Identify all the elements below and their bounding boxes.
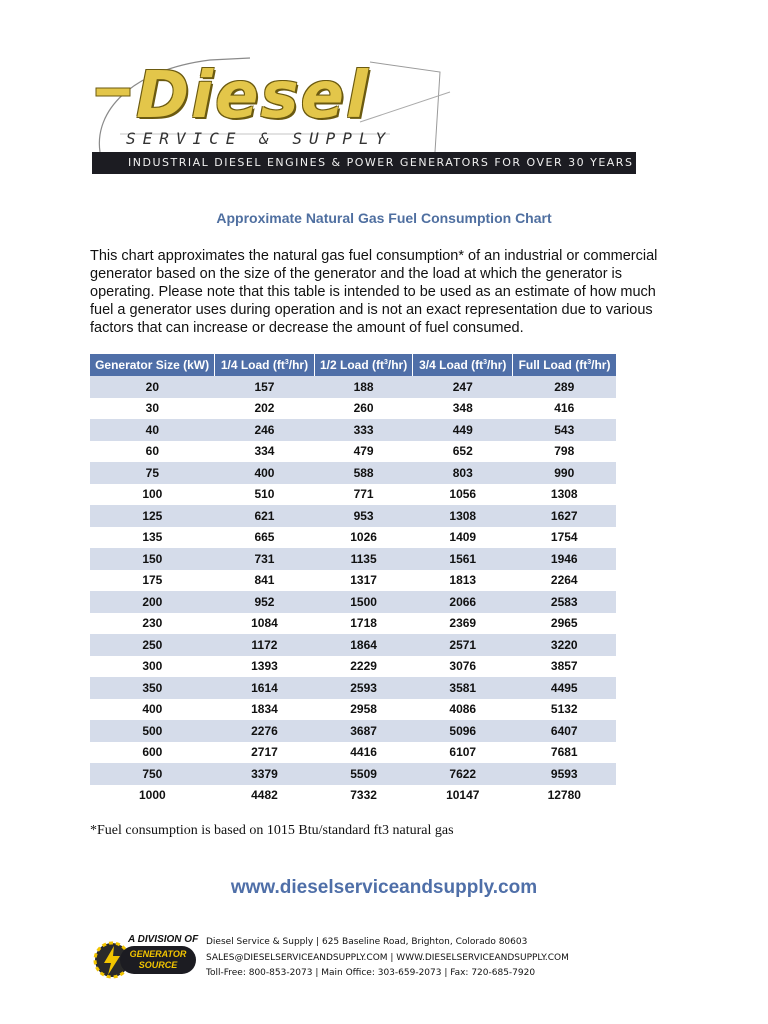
table-cell: 3581 <box>413 677 513 699</box>
table-cell: 2571 <box>413 634 513 656</box>
table-cell: 175 <box>90 570 215 592</box>
table-cell: 2066 <box>413 591 513 613</box>
table-cell: 12780 <box>513 785 616 807</box>
table-cell: 333 <box>314 419 413 441</box>
email-web-line: SALES@DIESELSERVICEANDSUPPLY.COM | WWW.DIESELSERVICEANDSUPPLY.COM <box>206 952 569 963</box>
table-cell: 1834 <box>215 699 315 721</box>
table-cell: 5096 <box>413 720 513 742</box>
table-row <box>90 677 616 699</box>
table-cell: 334 <box>215 441 315 463</box>
division-name-badge <box>120 946 196 974</box>
address-line: Diesel Service & Supply | 625 Baseline Road, Brighton, Colorado 80603 <box>206 937 528 947</box>
table-row <box>90 398 616 420</box>
table-cell: 1409 <box>413 527 513 549</box>
table-cell: 1172 <box>215 634 315 656</box>
table-cell: 1026 <box>314 527 413 549</box>
table-cell: 4495 <box>513 677 616 699</box>
table-cell: 200 <box>90 591 215 613</box>
header-full-load: Full Load $(ft^3/hr)$ <box>513 354 616 376</box>
table-cell: 731 <box>215 548 315 570</box>
table-cell: 9593 <box>513 763 616 785</box>
table-cell: 798 <box>513 441 616 463</box>
table-cell: 6107 <box>413 742 513 764</box>
table-cell: 1393 <box>215 656 315 678</box>
table-cell: 348 <box>413 398 513 420</box>
table-row <box>90 441 616 463</box>
table-cell: 150 <box>90 548 215 570</box>
table-row <box>90 763 616 785</box>
table-row <box>90 591 616 613</box>
table-cell: 2593 <box>314 677 413 699</box>
table-cell: 803 <box>413 462 513 484</box>
table-cell: 188 <box>314 376 413 398</box>
table-cell: 289 <box>513 376 616 398</box>
table-cell: 400 <box>90 699 215 721</box>
table-cell: 1135 <box>314 548 413 570</box>
table-cell: 543 <box>513 419 616 441</box>
table-cell: 2717 <box>215 742 315 764</box>
table-row <box>90 613 616 635</box>
header-quarter-load: 1/4 Load $(ft^3/hr)$ <box>215 354 315 376</box>
table-cell: 1084 <box>215 613 315 635</box>
table-cell: 500 <box>90 720 215 742</box>
table-cell: 7622 <box>413 763 513 785</box>
table-cell: 247 <box>413 376 513 398</box>
table-row <box>90 720 616 742</box>
table-cell: 60 <box>90 441 215 463</box>
table-row <box>90 548 616 570</box>
table-cell: 841 <box>215 570 315 592</box>
table-row <box>90 634 616 656</box>
table-cell: 6407 <box>513 720 616 742</box>
logo-subtitle: SERVICE & SUPPLY <box>126 129 393 148</box>
table-cell: 990 <box>513 462 616 484</box>
table-cell: 2276 <box>215 720 315 742</box>
header-three-quarter-load: 3/4 Load $(ft^3/hr)$ <box>413 354 513 376</box>
table-cell: 652 <box>413 441 513 463</box>
table-row <box>90 656 616 678</box>
table-cell: 1864 <box>314 634 413 656</box>
table-row <box>90 742 616 764</box>
table-cell: 300 <box>90 656 215 678</box>
table-cell: 1500 <box>314 591 413 613</box>
table-cell: 30 <box>90 398 215 420</box>
table-cell: 7681 <box>513 742 616 764</box>
table-cell: 125 <box>90 505 215 527</box>
table-cell: 100 <box>90 484 215 506</box>
table-cell: 2264 <box>513 570 616 592</box>
table-cell: 771 <box>314 484 413 506</box>
table-cell: 479 <box>314 441 413 463</box>
table-cell: 1718 <box>314 613 413 635</box>
table-cell: 2369 <box>413 613 513 635</box>
table-row <box>90 462 616 484</box>
table-cell: 2583 <box>513 591 616 613</box>
table-header-row <box>90 354 616 376</box>
table-cell: 2958 <box>314 699 413 721</box>
table-cell: 3857 <box>513 656 616 678</box>
table-row <box>90 376 616 398</box>
table-cell: 1561 <box>413 548 513 570</box>
table-cell: 157 <box>215 376 315 398</box>
table-row <box>90 570 616 592</box>
table-cell: 5509 <box>314 763 413 785</box>
table-cell: 230 <box>90 613 215 635</box>
table-cell: 1627 <box>513 505 616 527</box>
table-cell: 1614 <box>215 677 315 699</box>
table-cell: 75 <box>90 462 215 484</box>
table-cell: 510 <box>215 484 315 506</box>
table-cell: 3076 <box>413 656 513 678</box>
table-cell: 4416 <box>314 742 413 764</box>
division-name-line-1: GENERATOR <box>129 949 187 959</box>
table-cell: 3379 <box>215 763 315 785</box>
table-cell: 952 <box>215 591 315 613</box>
division-label: A DIVISION OF <box>128 934 199 945</box>
contact-block <box>206 935 569 982</box>
table-row <box>90 527 616 549</box>
table-cell: 2229 <box>314 656 413 678</box>
table-cell: 416 <box>513 398 616 420</box>
table-cell: 135 <box>90 527 215 549</box>
table-cell: 1000 <box>90 785 215 807</box>
table-cell: 2965 <box>513 613 616 635</box>
table-row <box>90 699 616 721</box>
table-cell: 3687 <box>314 720 413 742</box>
table-cell: 7332 <box>314 785 413 807</box>
fuel-consumption-table <box>90 354 616 806</box>
phone-line: Toll-Free: 800-853-2073 | Main Office: 303-659-2073 | Fax: 720-685-7920 <box>206 968 536 978</box>
intro-paragraph: This chart approximates the natural gas fuel consumption* of an industrial or commercial generator based on the size of the generator and the load at which the generator is operating. Please note that this table is intended to be used as an estimate of how much fuel a generator uses during operation and is not an exact representation due to various factors that can increase or decrease the amount of fuel consumed. <box>90 248 658 336</box>
table-cell: 1946 <box>513 548 616 570</box>
table-cell: 10147 <box>413 785 513 807</box>
table-cell: 20 <box>90 376 215 398</box>
page-title: Approximate Natural Gas Fuel Consumption Chart <box>216 210 552 226</box>
table-cell: 246 <box>215 419 315 441</box>
table-cell: 449 <box>413 419 513 441</box>
logo-wordmark: Diesel <box>136 59 370 133</box>
table-cell: 750 <box>90 763 215 785</box>
table-cell: 260 <box>314 398 413 420</box>
footnote: *Fuel consumption is based on 1015 Btu/standard ft3 natural gas <box>90 823 454 838</box>
table-row <box>90 785 616 807</box>
header-generator-size: Generator Size (kW) <box>90 354 215 376</box>
table-cell: 1056 <box>413 484 513 506</box>
table-cell: 600 <box>90 742 215 764</box>
table-cell: 400 <box>215 462 315 484</box>
table-cell: 5132 <box>513 699 616 721</box>
table-row <box>90 419 616 441</box>
website-link[interactable]: www.dieselserviceandsupply.com <box>230 877 538 898</box>
division-name-line-2: SOURCE <box>138 960 178 970</box>
table-row <box>90 484 616 506</box>
table-cell: 4086 <box>413 699 513 721</box>
table-cell: 1317 <box>314 570 413 592</box>
header-half-load: 1/2 Load $(ft^3/hr)$ <box>314 354 413 376</box>
table-cell: 665 <box>215 527 315 549</box>
tagline-bar: INDUSTRIAL DIESEL ENGINES & POWER GENERATORS FOR OVER 30 YEARS <box>92 152 636 174</box>
table-cell: 621 <box>215 505 315 527</box>
table-cell: 1308 <box>413 505 513 527</box>
table-cell: 953 <box>314 505 413 527</box>
table-cell: 1308 <box>513 484 616 506</box>
table-cell: 1813 <box>413 570 513 592</box>
table-cell: 588 <box>314 462 413 484</box>
company-logo <box>90 52 636 176</box>
table-cell: 202 <box>215 398 315 420</box>
table-cell: 4482 <box>215 785 315 807</box>
table-cell: 40 <box>90 419 215 441</box>
table-cell: 350 <box>90 677 215 699</box>
table-cell: 1754 <box>513 527 616 549</box>
table-row <box>90 505 616 527</box>
table-cell: 250 <box>90 634 215 656</box>
table-cell: 3220 <box>513 634 616 656</box>
